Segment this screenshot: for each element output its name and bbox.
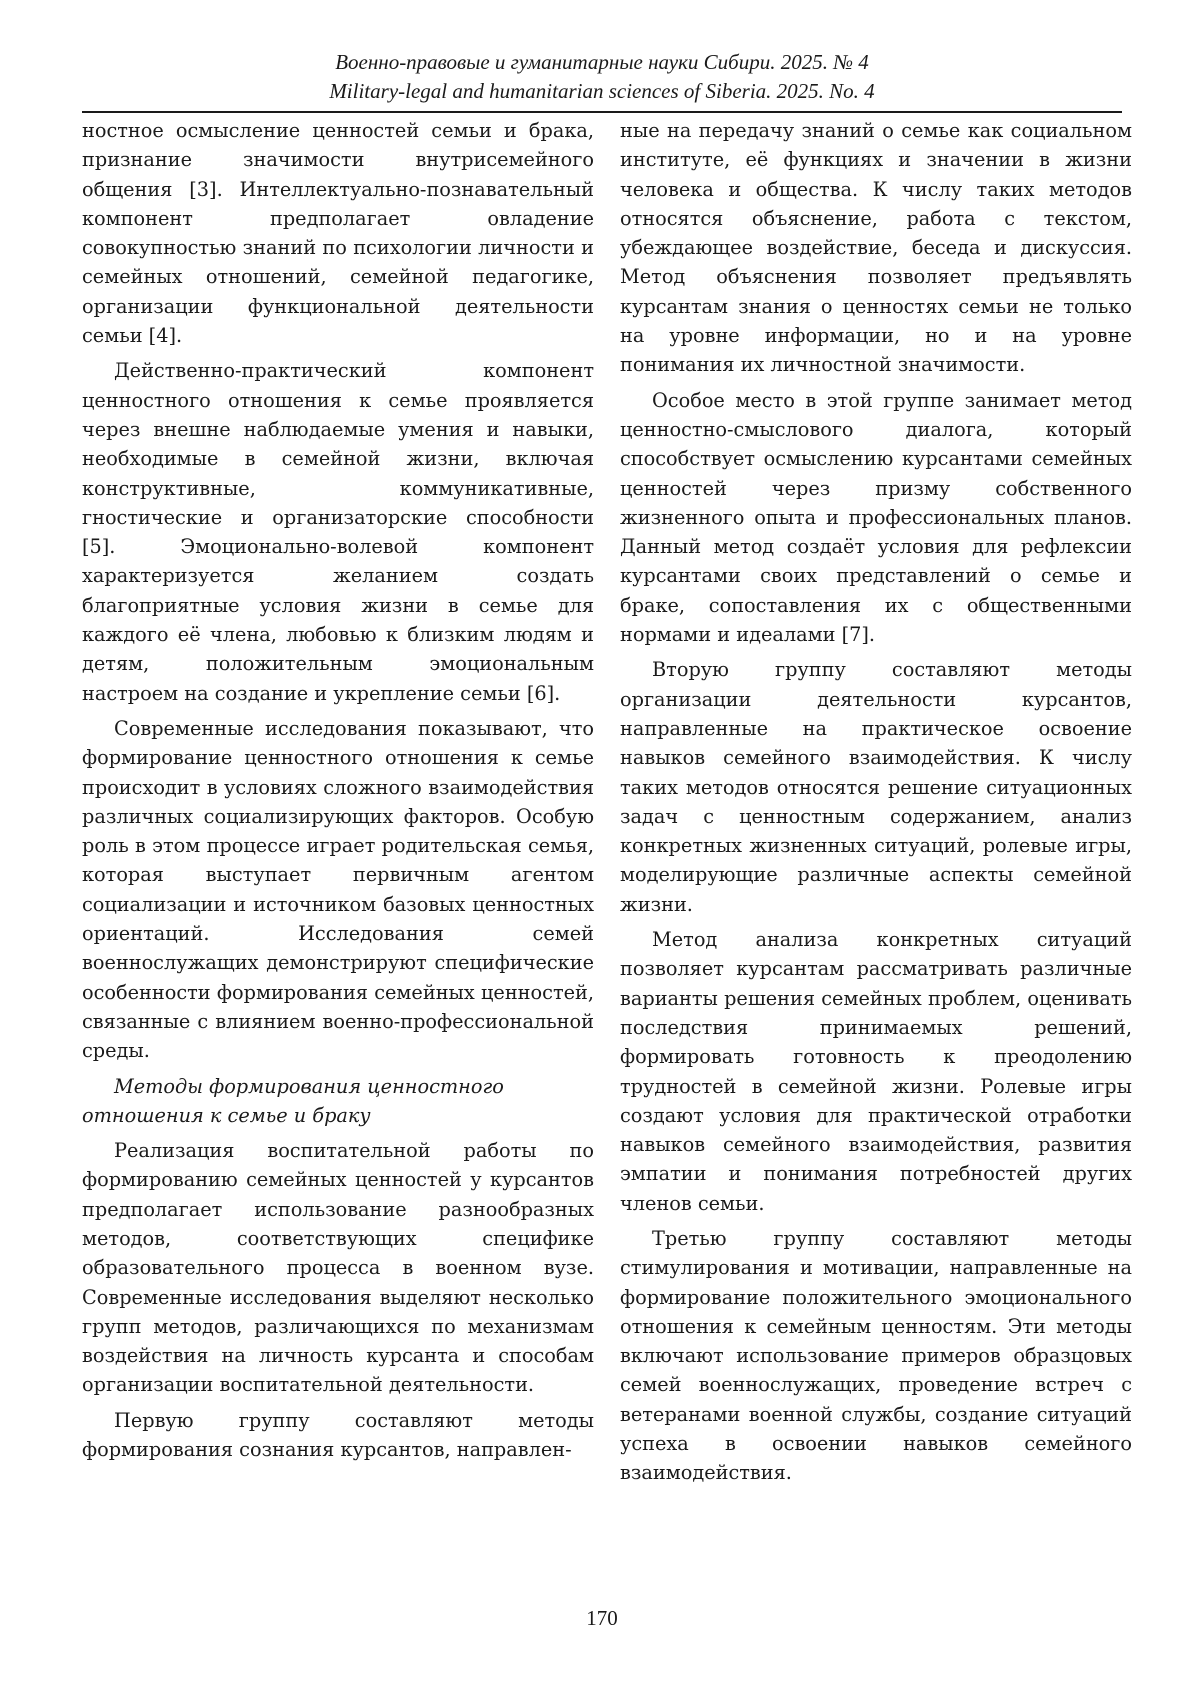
- paragraph: Первую группу составляют методы формирования сознания курсантов, направлен-: [82, 1408, 594, 1462]
- paragraph: Вторую группу составляют методы организации деятельности курсантов, направленные на практическое освоение навыков семейного взаимодействия. К числу таких методов относятся решение ситуационных задач с ценностным содержанием, анализ конкретных жизненных ситуаций, ролевые игры, моделирующие различные аспекты семейной жизни.: [620, 658, 1132, 916]
- paragraph: Реализация воспитательной работы по формированию семейных ценностей у курсантов предполагает использование разнообразных методов, соответствующих специфике образовательного процесса в военном вузе. Современные исследования выделяют несколько групп методов, различающихся по механизмам воздействия на личность курсанта и способам организации воспитательной деятельности.: [82, 1139, 594, 1397]
- journal-running-header: [82, 48, 1122, 106]
- paragraph: Современные исследования показывают, что формирование ценностного отношения к семье происходит в условиях сложного взаимодействия различных социализирующих факторов. Особую роль в этом процессе играет родительская семья, которая выступает первичным агентом социализации и источником базовых ценностных ориентаций. Исследования семей военнослужащих демонстрируют специфические особенности формирования семейных ценностей, связанные с влиянием военно-профессиональной среды.: [82, 716, 594, 1063]
- section-subheading: Методы формирования ценностного отношения к семье и браку: [82, 1074, 504, 1127]
- left-text-column: [82, 116, 594, 1470]
- paragraph: Третью группу составляют методы стимулирования и мотивации, направленные на формирование положительного эмоционального отношения к семейным ценностям. Эти методы включают использование примеров образцовых семей военнослужащих, проведение встреч с ветеранами военной службы, создание ситуаций успеха в освоении навыков семейного взаимодействия.: [620, 1226, 1132, 1485]
- paragraph: ностное осмысление ценностей семьи и брака, признание значимости внутрисемейного общения [3]. Интеллектуально-познавательный компонент предполагает овладение совокупностью знаний по психологии личности и семейных отношений, семейной педагогике, организации функциональной деятельности семьи [4].: [82, 119, 594, 348]
- paragraph: Особое место в этой группе занимает метод ценностно-смыслового диалога, который способствует осмыслению курсантами семейных ценностей через призму собственного жизненного опыта и профессиональных планов. Данный метод создаёт условия для рефлексии курсантами своих представлений о семье и браке, сопоставления их с общественными нормами и идеалами [7].: [620, 388, 1132, 647]
- paragraph: ные на передачу знаний о семье как социальном институте, её функциях и значении в жизни человека и общества. К числу таких методов относятся объяснение, работа с текстом, убеждающее воздействие, беседа и дискуссия. Метод объяснения позволяет предъявлять курсантам знания о ценностях семьи не только на уровне информации, но и на уровне понимания их личностной значимости.: [620, 119, 1132, 377]
- page-number: 170: [586, 1606, 618, 1630]
- paragraph: Метод анализа конкретных ситуаций позволяет курсантам рассматривать различные варианты решения семейных проблем, оценивать последствия принимаемых решений, формировать готовность к преодолению трудностей в семейной жизни. Ролевые игры создают условия для практической отработки навыков семейного взаимодействия, развития эмпатии и понимания потребностей других членов семьи.: [620, 928, 1132, 1215]
- journal-title-en: Military-legal and humanitarian sciences of Siberia. 2025. No. 4: [329, 79, 875, 103]
- journal-title-ru: Военно-правовые и гуманитарные науки Сибири. 2025. № 4: [335, 50, 869, 74]
- right-text-column: [620, 116, 1132, 1494]
- header-divider: [82, 111, 1122, 113]
- paragraph: Действенно-практический компонент ценностного отношения к семье проявляется через внешне наблюдаемые умения и навыки, необходимые в семейной жизни, включая конструктивные, коммуникативные, гностические и организаторские способности [5]. Эмоционально-волевой компонент характеризуется желанием создать благоприятные условия жизни в семье для каждого её члена, любовью к близким людям и детям, положительным эмоциональным настроем на создание и укрепление семьи [6].: [82, 359, 594, 705]
